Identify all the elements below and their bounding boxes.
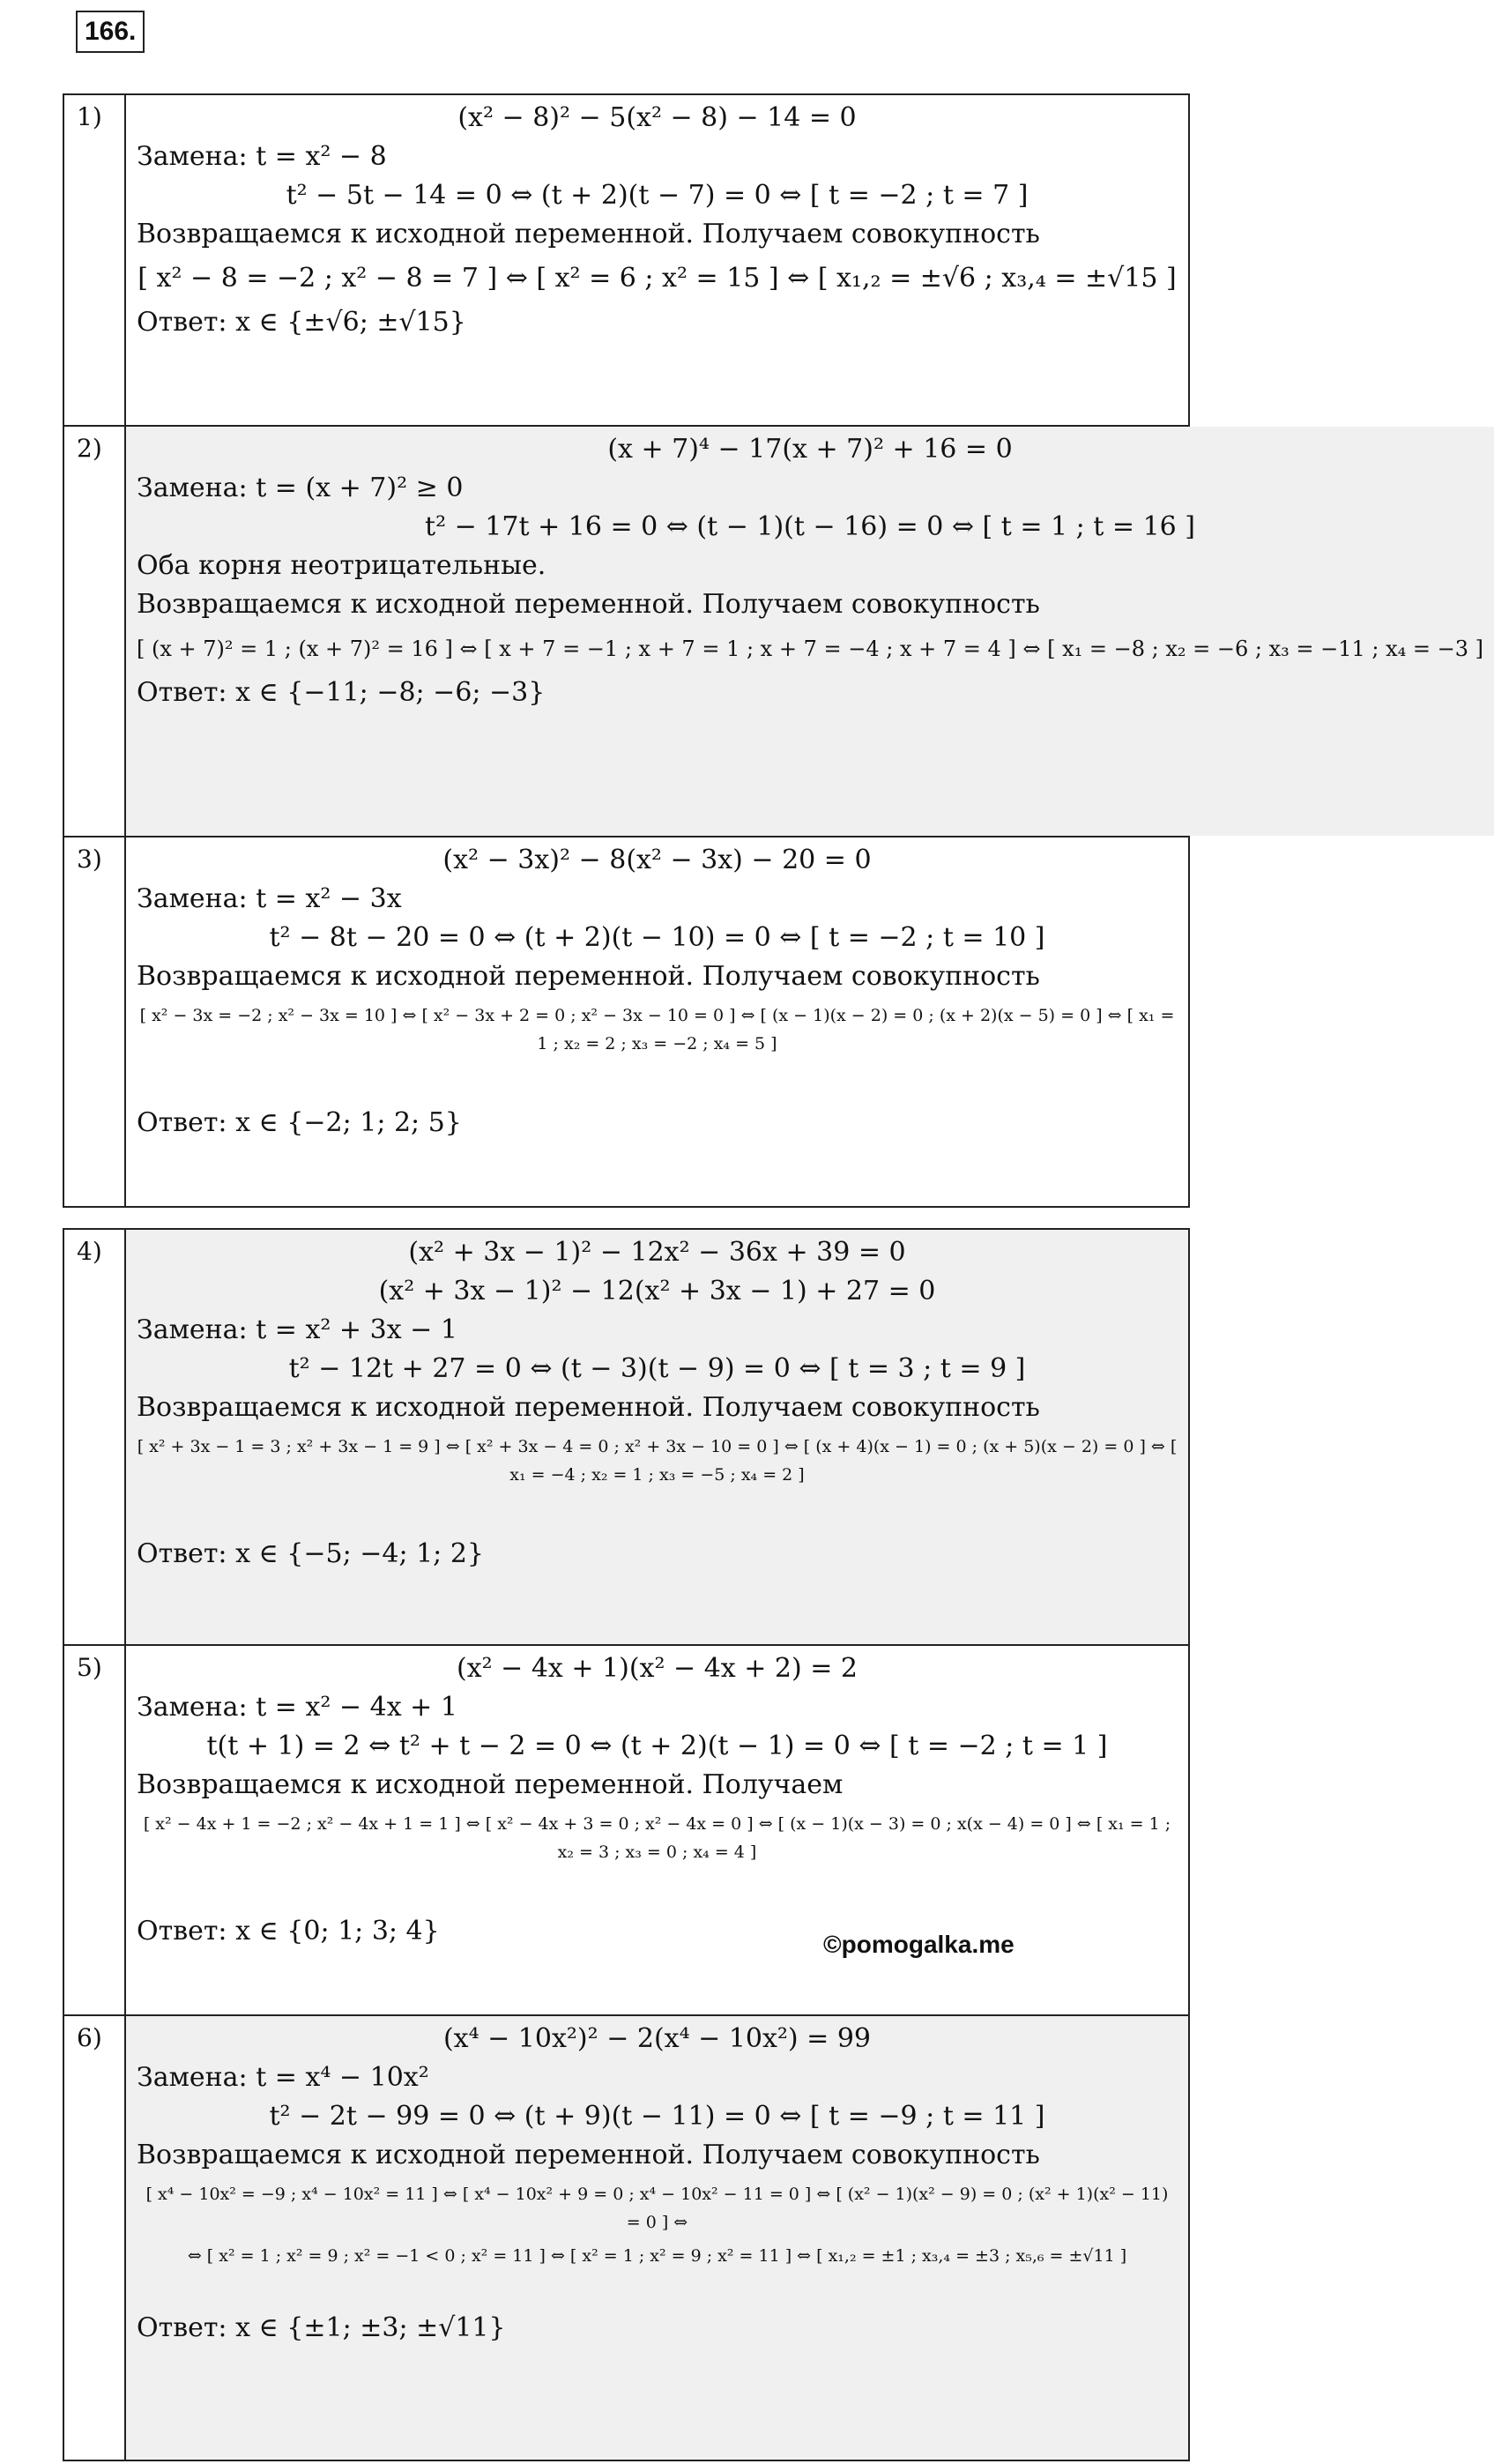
system: [ x² + 3x − 1 = 3 ; x² + 3x − 1 = 9 ] ⇔ [ x² + 3x − 4 = 0 ; x² + 3x − 10 = 0 ] ⇔ [ (x + 4)(x − 1) = 0 ; (x + 5)(x − 2) = 0 ] ⇔ [ x₁ = −4 ; x₂ = 1 ; x₃ = −5 ; x₄ = 2 ] [137, 1437, 1178, 1485]
equation: t² − 12t + 27 = 0 ⇔ (t − 3)(t − 9) = 0 ⇔ [ t = 3 ; t = 9 ] [288, 1353, 1026, 1384]
text-line: Возвращаемся к исходной переменной. Получаем совокупность [137, 219, 1040, 249]
substitution: Замена: t = x² − 4x + 1 [137, 1692, 457, 1723]
equation: (x² − 4x + 1)(x² − 4x + 2) = 2 [456, 1653, 858, 1684]
answer: Ответ: x ∈ {−5; −4; 1; 2} [137, 1538, 484, 1569]
item-number: 6) [64, 2016, 126, 2460]
table-row [64, 836, 1188, 1206]
table-row [64, 425, 1484, 836]
answer: Ответ: x ∈ {0; 1; 3; 4} [137, 1916, 440, 1947]
equation: (x² − 8)² − 5(x² − 8) − 14 = 0 [457, 102, 857, 133]
equation: (x⁴ − 10x²)² − 2(x⁴ − 10x²) = 99 [442, 2023, 872, 2054]
text-line: Возвращаемся к исходной переменной. Получаем совокупность [137, 961, 1040, 992]
table-row [64, 2014, 1188, 2460]
system: ⇔ [ x² = 1 ; x² = 9 ; x² = −1 < 0 ; x² = 11 ] ⇔ [ x² = 1 ; x² = 9 ; x² = 11 ] ⇔ [ x₁,₂ = ±1 ; x₃,₄ = ±3 ; x₅,₆ = ±√11 ] [187, 2246, 1127, 2266]
text-line: Возвращаемся к исходной переменной. Получаем [137, 1769, 844, 1800]
solution-table-1 [63, 93, 1484, 1208]
item-number: 4) [64, 1230, 126, 1644]
table-row [64, 1644, 1188, 2014]
equation: (x + 7)⁴ − 17(x + 7)² + 16 = 0 [607, 434, 1013, 465]
system: [ x² − 4x + 1 = −2 ; x² − 4x + 1 = 1 ] ⇔ [ x² − 4x + 3 = 0 ; x² − 4x = 0 ] ⇔ [ (x − 1)(x − 3) = 0 ; x(x − 4) = 0 ] ⇔ [ x₁ = 1 ; x₂ = 3 ; x₃ = 0 ; x₄ = 4 ] [143, 1814, 1171, 1862]
substitution: Замена: t = x² + 3x − 1 [137, 1314, 457, 1345]
substitution: Замена: t = (x + 7)² ≥ 0 [137, 473, 464, 503]
equation: t² − 5t − 14 = 0 ⇔ (t + 2)(t − 7) = 0 ⇔ [ t = −2 ; t = 7 ] [286, 180, 1029, 211]
text-line: Возвращаемся к исходной переменной. Получаем совокупность [137, 1392, 1040, 1423]
system: [ x² − 8 = −2 ; x² − 8 = 7 ] ⇔ [ x² = 6 ; x² = 15 ] ⇔ [ x₁,₂ = ±√6 ; x₃,₄ = ±√15 ] [138, 263, 1177, 294]
item-number: 1) [64, 95, 126, 425]
answer: Ответ: x ∈ {−2; 1; 2; 5} [137, 1107, 462, 1138]
table-row [64, 95, 1188, 425]
equation: (x² + 3x − 1)² − 12(x² + 3x − 1) + 27 = 0 [378, 1276, 936, 1306]
equation: t² − 2t − 99 = 0 ⇔ (t + 9)(t − 11) = 0 ⇔ [ t = −9 ; t = 11 ] [269, 2101, 1045, 2132]
equation: t(t + 1) = 2 ⇔ t² + t − 2 = 0 ⇔ (t + 2)(t − 1) = 0 ⇔ [ t = −2 ; t = 1 ] [206, 1731, 1108, 1761]
table-row [64, 1230, 1188, 1644]
answer: Ответ: x ∈ {±1; ±3; ±√11} [137, 2312, 506, 2343]
problem-number: 166. [76, 11, 145, 53]
item-body [126, 2016, 1188, 2460]
system: [ x² − 3x = −2 ; x² − 3x = 10 ] ⇔ [ x² − 3x + 2 = 0 ; x² − 3x − 10 = 0 ] ⇔ [ (x − 1)(x − 2) = 0 ; (x + 2)(x − 5) = 0 ] ⇔ [ x₁ = 1 ; x₂ = 2 ; x₃ = −2 ; x₄ = 5 ] [139, 1006, 1175, 1053]
item-body [126, 837, 1188, 1206]
substitution: Замена: t = x⁴ − 10x² [137, 2062, 429, 2093]
equation: t² − 17t + 16 = 0 ⇔ (t − 1)(t − 16) = 0 ⇔ [ t = 1 ; t = 16 ] [425, 511, 1195, 542]
text-line: Возвращаемся к исходной переменной. Получаем совокупность [137, 589, 1040, 620]
text-line: Оба корня неотрицательные. [137, 550, 546, 581]
solution-table-2 [63, 1228, 1190, 2461]
item-number: 5) [64, 1646, 126, 2014]
text-line: Возвращаемся к исходной переменной. Получаем совокупность [137, 2140, 1040, 2170]
equation: t² − 8t − 20 = 0 ⇔ (t + 2)(t − 10) = 0 ⇔ [ t = −2 ; t = 10 ] [269, 922, 1045, 953]
substitution: Замена: t = x² − 8 [137, 141, 387, 172]
item-body [126, 1230, 1188, 1644]
equation: (x² + 3x − 1)² − 12x² − 36x + 39 = 0 [408, 1237, 906, 1268]
item-body [126, 95, 1188, 425]
watermark: ©pomogalka.me [823, 1931, 1015, 1958]
substitution: Замена: t = x² − 3x [137, 883, 402, 914]
item-body [126, 1646, 1188, 2014]
item-number: 3) [64, 837, 126, 1206]
item-body [126, 427, 1494, 836]
item-number: 2) [64, 427, 126, 836]
answer: Ответ: x ∈ {±√6; ±√15} [137, 307, 466, 338]
system: [ (x + 7)² = 1 ; (x + 7)² = 16 ] ⇔ [ x + 7 = −1 ; x + 7 = 1 ; x + 7 = −4 ; x + 7 = 4 ] ⇔ [ x₁ = −8 ; x₂ = −6 ; x₃ = −11 ; x₄ = −3 ] [137, 636, 1484, 661]
equation: (x² − 3x)² − 8(x² − 3x) − 20 = 0 [442, 845, 872, 875]
answer: Ответ: x ∈ {−11; −8; −6; −3} [137, 677, 546, 708]
system: [ x⁴ − 10x² = −9 ; x⁴ − 10x² = 11 ] ⇔ [ x⁴ − 10x² + 9 = 0 ; x⁴ − 10x² − 11 = 0 ] ⇔ [ (x² − 1)(x² − 9) = 0 ; (x² + 1)(x² − 11) = 0 ] ⇔ [145, 2185, 1169, 2232]
